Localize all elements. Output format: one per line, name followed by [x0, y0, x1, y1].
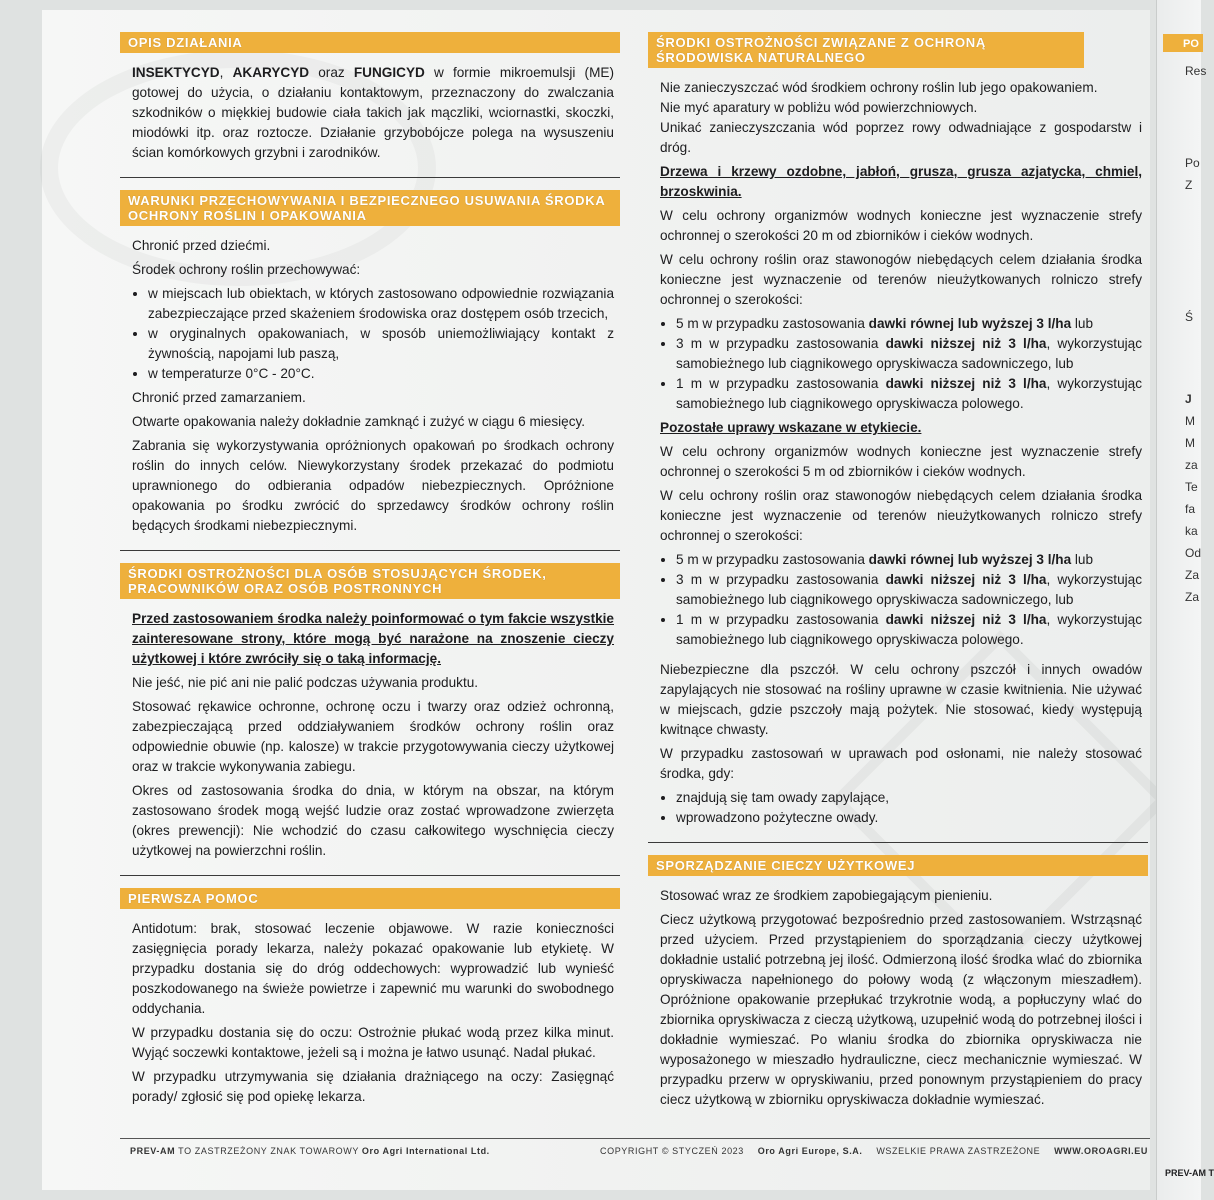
section-srodowisko: [648, 32, 1148, 828]
company-name: Oro Agri Europe, S.A.: [757, 1146, 863, 1156]
section-title: OPIS DZIAŁANIA: [120, 32, 620, 53]
paragraph: W przypadku zastosowań w uprawach pod osłonami, nie należy stosować środka, gdy:: [660, 746, 1142, 781]
list-item: • 3 m w przypadku zastosowania dawki niższej niż 3 l/ha, wykorzystując samobieżnego lub ciągnikowego opryskiwacza sadowniczego, lub: [676, 570, 1142, 610]
paragraph: Otwarte opakowania należy dokładnie zamknąć i zużyć w ciągu 6 miesięcy.: [132, 414, 586, 429]
paragraph: Środek ochrony roślin przechowywać:: [132, 262, 361, 277]
edge-text-column: [1157, 60, 1206, 608]
list-item: • w temperaturze 0°C - 20°C.: [148, 364, 614, 384]
paragraph: W celu ochrony organizmów wodnych konieczne jest wyznaczenie strefy ochronnej o szerokości 5 m od zbiorników i cieków wodnych.: [660, 444, 1142, 479]
section-ciecz: [648, 855, 1148, 1110]
edge-section-tab: PO: [1163, 34, 1203, 52]
divider: [120, 550, 620, 551]
edge-text: Od: [1185, 546, 1202, 560]
edge-text: Te: [1185, 480, 1198, 494]
section-opis-dzialania: [120, 32, 620, 163]
text: ,: [219, 65, 233, 80]
edge-text: Za: [1185, 590, 1200, 604]
bold-term: AKARYCYD: [232, 65, 310, 80]
edge-text: J: [1185, 392, 1192, 406]
paragraph: Nie jeść, nie pić ani nie palić podczas używania produktu.: [132, 675, 479, 690]
section-body: [120, 236, 620, 536]
section-body: [648, 78, 1148, 828]
paragraph: Stosować rękawice ochronne, ochronę oczu i twarzy oraz odzież ochronną, zabezpieczającą przed oddziaływaniem środków ochrony roślin oraz odpowiednie obuwie (np. kalosze) w trakcie przygotowywania cieczy użytkowej oraz w trakcie wykonywania zabiegu.: [132, 699, 614, 774]
edge-text: ka: [1185, 524, 1198, 538]
edge-text: Z: [1185, 178, 1193, 192]
footer-trademark: PREV-AM TO ZASTRZEŻONY ZNAK TOWAROWY Oro Agri International Ltd.: [130, 1146, 490, 1156]
edge-text: Za: [1185, 568, 1200, 582]
edge-text: za: [1185, 458, 1198, 472]
paragraph: Chronić przed dziećmi.: [132, 238, 271, 253]
edge-text: fa: [1185, 502, 1196, 516]
edge-footer: PREV-AM T: [1165, 1168, 1214, 1178]
paragraph: Unikać zanieczyszczania wód poprzez rowy odwadniające z gospodarstw i dróg.: [660, 120, 1142, 155]
paragraph: W celu ochrony roślin oraz stawonogów niebędących celem działania środka konieczne jest wyznaczenie od terenów nieużytkowanych rolniczo strefy ochronnej o szerokości:: [660, 488, 1142, 543]
section-warunki: [120, 190, 620, 536]
edge-text: Res: [1185, 64, 1207, 78]
paragraph: Ciecz użytkową przygotować bezpośrednio przed zastosowaniem. Wstrząsnąć przed użyciem. Przed przystąpieniem do sporządzania cieczy użytkowej dokładnie ustalić potrzebną jej ilość. Odmierzoną ilość środka wlać do zbiornika opryskiwacza napełnionego do połowy wodą (z włączonym mieszadłem). Opróżnione opakowanie przepłukać trzykrotnie wodą, a popłuczyny wlać do zbiornika opryskiwacza z cieczą użytkową, uzupełnić wodą do potrzebnej ilości i dokładnie wymieszać. Po wlaniu środka do zbiornika opryskiwacza nie wyposażonego w mieszadło hydrauliczne, ciecz mechanicznie wymieszać. W przypadku przerw w opryskiwaniu, przed ponownym przystąpieniem do pracy ciecz użytkową w zbiorniku opryskiwacza dokładnie wymieszać.: [660, 912, 1142, 1107]
footer-copyright: [600, 1146, 1148, 1156]
divider: [120, 177, 620, 178]
list-item: • 5 m w przypadku zastosowania dawki równej lub wyższej 3 l/ha lub: [676, 314, 1142, 334]
list-item: • 1 m w przypadku zastosowania dawki niższej niż 3 l/ha, wykorzystując samobieżnego lub ciągnikowego opryskiwacza polowego.: [676, 374, 1142, 414]
left-column: [120, 32, 620, 1121]
paragraph: Nie myć aparatury w pobliżu wód powierzchniowych.: [660, 100, 978, 115]
section-body: [120, 63, 620, 163]
text: oraz: [309, 65, 354, 80]
paragraph: [132, 63, 614, 163]
divider: [648, 842, 1148, 843]
rights-text: WSZELKIE PRAWA ZASTRZEŻONE: [876, 1146, 1041, 1156]
list-item: • 1 m w przypadku zastosowania dawki niższej niż 3 l/ha, wykorzystując samobieżnego lub ciągnikowego opryskiwacza polowego.: [676, 610, 1142, 650]
paragraph: Niebezpieczne dla pszczół. W celu ochrony pszczół i innych owadów zapylających nie stosować na rośliny uprawne w czasie kwitnienia. Nie używać w miejscach, gdzie pszczoły mają pożytek. Nie stosować, kiedy występują kwitnące chwasty.: [660, 662, 1142, 737]
website-url: WWW.OROAGRI.EU: [1054, 1146, 1148, 1156]
next-sheet-edge: [1156, 0, 1214, 1200]
bold-term: INSEKTYCYD: [132, 65, 220, 80]
edge-text: M: [1185, 436, 1195, 450]
paragraph: Okres od zastosowania środka do dnia, w którym na obszar, na którym zastosowano środek mogą wejść ludzie oraz zostać wprowadzone zwierzęta (okres prewencji): Nie wchodzić do czasu całkowitego wyschnięcia cieczy użytkowej na powierzchni roślin.: [132, 783, 614, 858]
list-item: • w miejscach lub obiektach, w których zastosowano odpowiednie rozwiązania zabezpieczające przed skażeniem środowiska oraz dostępem osób trzecich,: [148, 284, 614, 324]
paragraph: W przypadku dostania się do oczu: Ostrożnie płukać wodą przez kilka minut. Wyjąć soczewki kontaktowe, jeżeli są i można je łatwo usunąć. Nadal płukać.: [132, 1025, 614, 1060]
edge-text: M: [1185, 414, 1195, 428]
section-pierwsza-pomoc: [120, 888, 620, 1107]
paragraph: Antidotum: brak, stosować leczenie objawowe. W razie konieczności zasięgnięcia porady lekarza, należy pokazać opakowanie lub etykietę. W przypadku dostania się do dróg oddechowych: wyprowadzić lub wynieść poszkodowanego na świeże powietrze i zapewnić mu warunki do swobodnego oddychania.: [132, 921, 614, 1016]
subheading: Drzewa i krzewy ozdobne, jabłoń, grusza, grusza azjatycka, chmiel, brzoskwinia.: [660, 164, 1142, 199]
bullet-list: [660, 550, 1142, 650]
list-item: • 5 m w przypadku zastosowania dawki równej lub wyższej 3 l/ha lub: [676, 550, 1142, 570]
lead-paragraph: Przed zastosowaniem środka należy poinformować o tym fakcie wszystkie zainteresowane strony, które mogą być narażone na znoszenie cieczy użytkowej i które zwróciły się o taką informację.: [132, 611, 614, 666]
bullet-list: [660, 788, 1142, 828]
section-title: PIERWSZA POMOC: [120, 888, 620, 909]
subheading: Pozostałe uprawy wskazane w etykiecie.: [660, 420, 922, 435]
divider: [120, 875, 620, 876]
copyright-text: COPYRIGHT © STYCZEŃ 2023: [600, 1146, 744, 1156]
list-item: • 3 m w przypadku zastosowania dawki niższej niż 3 l/ha, wykorzystując samobieżnego lub ciągnikowego opryskiwacza sadowniczego, lub: [676, 334, 1142, 374]
edge-text: Ś: [1185, 310, 1194, 324]
section-title: WARUNKI PRZECHOWYWANIA I BEZPIECZNEGO USUWANIA ŚRODKA OCHRONY ROŚLIN I OPAKOWANIA: [120, 190, 620, 226]
paragraph: Zabrania się wykorzystywania opróżnionych opakowań po środkach ochrony roślin do innych celów. Niewykorzystany środek przekazać do podmiotu uprawnionego do odbierania odpadów niebezpiecznych. Opróżnione opakowania po środku zwrócić do sprzedawcy środków ochrony roślin będących środkami niebezpiecznymi.: [132, 438, 614, 533]
paragraph: W przypadku utrzymywania się działania drażniącego na oczy: Zasięgnąć porady/ zgłosić się pod opiekę lekarza.: [132, 1069, 614, 1104]
paragraph: W celu ochrony roślin oraz stawonogów niebędących celem działania środka konieczne jest wyznaczenie od terenów nieużytkowanych rolniczo strefy ochronnej o szerokości:: [660, 252, 1142, 307]
list-item: • znajdują się tam owady zapylające,: [676, 788, 1142, 808]
section-body: [120, 919, 620, 1107]
section-body: [648, 886, 1148, 1110]
paragraph: Nie zanieczyszczać wód środkiem ochrony roślin lub jego opakowaniem.: [660, 80, 1098, 95]
section-title: SPORZĄDZANIE CIECZY UŻYTKOWEJ: [648, 855, 1148, 876]
list-item: • w oryginalnych opakowaniach, w sposób uniemożliwiający kontakt z żywnością, napojami lub paszą,: [148, 324, 614, 364]
section-title: ŚRODKI OSTROŻNOŚCI ZWIĄZANE Z OCHRONĄ ŚRODOWISKA NATURALNEGO: [648, 32, 1084, 68]
paragraph: Chronić przed zamarzaniem.: [132, 390, 306, 405]
bold-term: FUNGICYD: [353, 65, 425, 80]
section-title: ŚRODKI OSTROŻNOŚCI DLA OSÓB STOSUJĄCYCH ŚRODEK, PRACOWNIKÓW ORAZ OSÓB POSTRONNYCH: [120, 563, 620, 599]
text: w formie mikroemulsji (ME) gotowej do użycia, o działaniu kontaktowym, przeznaczony do zwalczania szkodników o miękkiej budowie ciała takich jak mączliki, wciornastki, skoczki, miodówki itp. oraz roztocze. Działanie grzybobójcze polega na wysuszeniu ścian komórkowych grzybni i zarodników.: [132, 65, 614, 160]
edge-text: Po: [1185, 156, 1200, 170]
section-osoby: [120, 563, 620, 861]
footer-rule: [120, 1138, 1150, 1139]
bullet-list: [660, 314, 1142, 414]
paragraph: W celu ochrony organizmów wodnych konieczne jest wyznaczenie strefy ochronnej o szerokości 20 m od zbiorników i cieków wodnych.: [660, 208, 1142, 243]
middle-column: [648, 32, 1148, 1124]
paragraph: Stosować wraz ze środkiem zapobiegającym pienieniu.: [660, 888, 993, 903]
bullet-list: [132, 284, 614, 384]
section-body: [120, 609, 620, 861]
list-item: • wprowadzono pożyteczne owady.: [676, 808, 1142, 828]
